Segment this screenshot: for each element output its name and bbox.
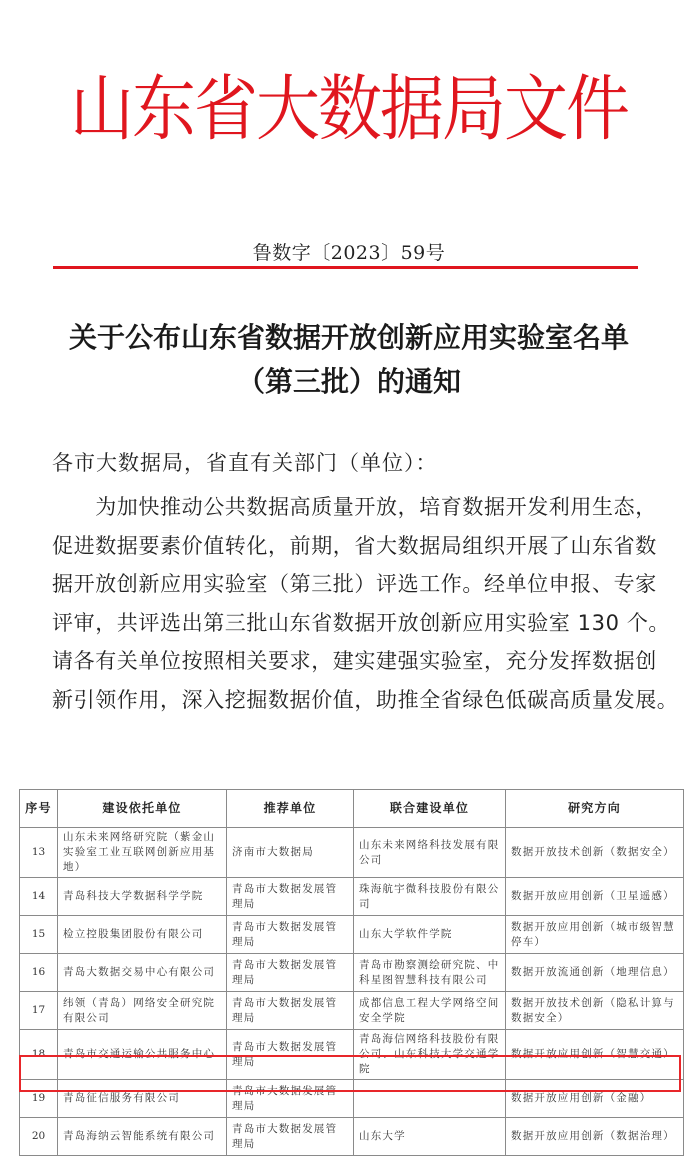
cell-index: 20 bbox=[20, 1118, 58, 1156]
document-masthead: 山东省大数据局文件 bbox=[70, 68, 628, 152]
body-line: 请各有关单位按照相关要求，建实建强实验室，充分发挥数据创 bbox=[52, 649, 657, 673]
salutation: 各市大数据局，省直有关部门（单位）： bbox=[52, 451, 438, 475]
cell-index: 16 bbox=[20, 954, 58, 992]
cell-research-direction: 数据开放应用创新（金融） bbox=[506, 1080, 684, 1118]
cell-index: 15 bbox=[20, 916, 58, 954]
table-row bbox=[20, 916, 684, 954]
table-row bbox=[20, 1030, 684, 1080]
document-title bbox=[0, 316, 698, 404]
red-divider bbox=[53, 266, 638, 269]
cell-research-direction: 数据开放技术创新（数据安全） bbox=[506, 828, 684, 878]
cell-index: 18 bbox=[20, 1030, 58, 1080]
table-row bbox=[20, 992, 684, 1030]
header-index: 序号 bbox=[20, 790, 58, 828]
cell-recommending-unit: 青岛市大数据发展管理局 bbox=[227, 916, 354, 954]
document-number: 鲁数字〔2023〕59号 bbox=[252, 242, 446, 264]
header-research-direction: 研究方向 bbox=[506, 790, 684, 828]
cell-host-unit: 青岛大数据交易中心有限公司 bbox=[58, 954, 227, 992]
cell-joint-unit: 成都信息工程大学网络空间安全学院 bbox=[354, 992, 506, 1030]
table-row bbox=[20, 1080, 684, 1118]
cell-recommending-unit: 青岛市大数据发展管理局 bbox=[227, 954, 354, 992]
body-line: 据开放创新应用实验室（第三批）评选工作。经单位申报、专家 bbox=[52, 572, 657, 596]
cell-joint-unit: 山东未来网络科技发展有限公司 bbox=[354, 828, 506, 878]
cell-index: 17 bbox=[20, 992, 58, 1030]
table-row bbox=[20, 828, 684, 878]
body-line: 评审，共评选出第三批山东省数据开放创新应用实验室 130 个。 bbox=[52, 610, 671, 635]
table-header-row bbox=[20, 790, 684, 828]
cell-recommending-unit: 青岛市大数据发展管理局 bbox=[227, 1030, 354, 1080]
cell-research-direction: 数据开放技术创新（隐私计算与数据安全） bbox=[506, 992, 684, 1030]
cell-recommending-unit: 济南市大数据局 bbox=[227, 828, 354, 878]
cell-research-direction: 数据开放应用创新（城市级智慧停车） bbox=[506, 916, 684, 954]
cell-host-unit: 青岛征信服务有限公司 bbox=[58, 1080, 227, 1118]
cell-host-unit: 检立控股集团股份有限公司 bbox=[58, 916, 227, 954]
cell-joint-unit: 山东大学 bbox=[354, 1118, 506, 1156]
header-recommending-unit: 推荐单位 bbox=[227, 790, 354, 828]
cell-index: 19 bbox=[20, 1080, 58, 1118]
body-paragraph bbox=[52, 488, 679, 719]
cell-recommending-unit: 青岛市大数据发展管理局 bbox=[227, 992, 354, 1030]
title-line-1: 关于公布山东省数据开放创新应用实验室名单 bbox=[68, 321, 629, 354]
cell-host-unit: 青岛市交通运输公共服务中心 bbox=[58, 1030, 227, 1080]
cell-research-direction: 数据开放应用创新（卫星遥感） bbox=[506, 878, 684, 916]
cell-host-unit: 纬领（青岛）网络安全研究院有限公司 bbox=[58, 992, 227, 1030]
cell-host-unit: 青岛海纳云智能系统有限公司 bbox=[58, 1118, 227, 1156]
header-joint-unit: 联合建设单位 bbox=[354, 790, 506, 828]
lab-list-table-wrapper bbox=[19, 789, 684, 1156]
body-line: 为加快推动公共数据高质量开放，培育数据开发利用生态， bbox=[52, 495, 657, 519]
cell-recommending-unit: 青岛市大数据发展管理局 bbox=[227, 878, 354, 916]
body-line: 促进数据要素价值转化，前期，省大数据局组织开展了山东省数 bbox=[52, 533, 657, 558]
cell-index: 14 bbox=[20, 878, 58, 916]
cell-recommending-unit: 青岛市大数据发展管理局 bbox=[227, 1118, 354, 1156]
table-row bbox=[20, 878, 684, 916]
cell-host-unit: 青岛科技大学数据科学学院 bbox=[58, 878, 227, 916]
cell-joint-unit bbox=[354, 1080, 506, 1118]
cell-joint-unit: 山东大学软件学院 bbox=[354, 916, 506, 954]
table-row bbox=[20, 954, 684, 992]
body-line: 新引领作用，深入挖掘数据价值，助推全省绿色低碳高质量发展。 bbox=[52, 687, 679, 712]
cell-research-direction: 数据开放流通创新（地理信息） bbox=[506, 954, 684, 992]
cell-joint-unit: 珠海航宇微科技股份有限公司 bbox=[354, 878, 506, 916]
cell-recommending-unit: 青岛市大数据发展管理局 bbox=[227, 1080, 354, 1118]
table-row bbox=[20, 1118, 684, 1156]
cell-joint-unit: 青岛海信网络科技股份有限公司、山东科技大学交通学院 bbox=[354, 1030, 506, 1080]
header-host-unit: 建设依托单位 bbox=[58, 790, 227, 828]
cell-research-direction: 数据开放应用创新（数据治理） bbox=[506, 1118, 684, 1156]
title-line-2: （第三批）的通知 bbox=[236, 365, 461, 398]
cell-host-unit: 山东未来网络研究院（紫金山实验室工业互联网创新应用基地） bbox=[58, 828, 227, 878]
cell-index: 13 bbox=[20, 828, 58, 878]
cell-joint-unit: 青岛市勘察测绘研究院、中科星图智慧科技有限公司 bbox=[354, 954, 506, 992]
cell-research-direction: 数据开放应用创新（智慧交通） bbox=[506, 1030, 684, 1080]
lab-list-table bbox=[19, 789, 684, 1156]
